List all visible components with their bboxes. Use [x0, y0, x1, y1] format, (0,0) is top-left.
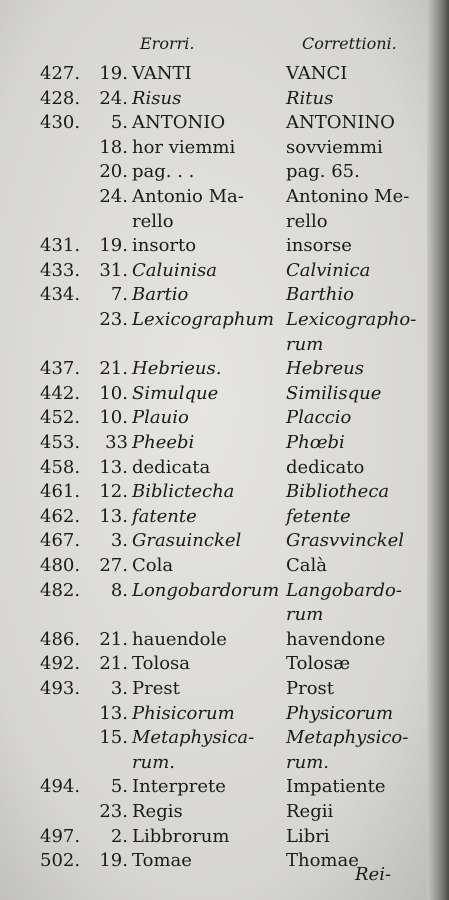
correction-text: rello: [286, 210, 328, 232]
line-number: 20.: [99, 161, 128, 183]
page-number: 442.: [40, 382, 81, 404]
correction-text: Lexicographo-: [286, 309, 417, 330]
errata-row: [0, 382, 430, 406]
page-number: 437.: [40, 358, 81, 380]
correction-text: ANTONINO: [286, 112, 395, 134]
error-text: rello: [132, 210, 174, 232]
correction-text: Prost: [286, 678, 335, 699]
errata-row: [0, 185, 430, 209]
line-number: 13.: [99, 505, 128, 527]
errata-row: [0, 751, 430, 775]
correction-text: insorse: [286, 235, 352, 257]
error-text: Antonio Ma-: [132, 186, 244, 207]
correction-text: sovviemmi: [286, 136, 383, 158]
page-number: 433.: [40, 259, 81, 281]
correction-text: Barthio: [286, 284, 354, 306]
errata-row: [0, 210, 430, 234]
error-text: Caluinisa: [132, 259, 217, 281]
correction-text: Regii: [286, 801, 334, 822]
page-number: 492.: [40, 653, 81, 675]
correction-text: Grasvvinckel: [286, 530, 405, 552]
error-text: Plauio: [132, 407, 189, 429]
errata-row: [0, 234, 430, 258]
errata-row: [0, 529, 430, 553]
error-text: Cola: [132, 555, 174, 576]
error-text: pag. . .: [132, 161, 195, 183]
correction-text: Hebreus: [286, 358, 364, 380]
line-number: 10.: [99, 407, 128, 429]
line-number: 19.: [99, 63, 128, 84]
page-number: 430.: [40, 112, 81, 134]
correction-text: Tolosæ: [286, 653, 351, 675]
line-number: 19.: [99, 235, 128, 257]
error-text: fatente: [132, 505, 197, 527]
errata-row: [0, 431, 430, 455]
line-number: 23.: [99, 801, 128, 822]
catchword: Rei-: [355, 864, 392, 885]
errors-column-heading: Erorri.: [140, 34, 195, 53]
correction-text: rum: [286, 604, 324, 626]
error-text: Biblictecha: [132, 481, 235, 503]
page-number: 486.: [40, 628, 81, 650]
page-number: 482.: [40, 579, 81, 601]
page-number: 497.: [40, 825, 81, 847]
correction-text: rum.: [286, 751, 329, 773]
errata-row: [0, 160, 430, 184]
errata-row: [0, 652, 430, 676]
errata-row: [0, 825, 430, 849]
error-text: Risus: [132, 87, 182, 109]
errata-row: [0, 603, 430, 627]
line-number: 23.: [99, 309, 128, 330]
line-number: 21.: [99, 628, 128, 650]
line-number: 12.: [99, 481, 128, 503]
page-number: 462.: [40, 505, 81, 527]
page-number: 427.: [40, 63, 81, 84]
line-number: 8.: [110, 579, 128, 601]
correction-text: Thomae: [286, 850, 359, 872]
correction-text: pag. 65.: [286, 161, 360, 183]
error-text: Lexicographum: [132, 309, 275, 330]
correction-text: fetente: [286, 505, 351, 527]
page-number: 431.: [40, 235, 81, 257]
error-text: rum.: [132, 751, 175, 773]
line-number: 13.: [99, 456, 128, 478]
line-number: 33: [105, 432, 128, 453]
errata-row: [0, 87, 430, 111]
line-number: 18.: [99, 136, 128, 158]
errata-row: [0, 259, 430, 283]
page-number: 461.: [40, 481, 81, 503]
page-number: 493.: [40, 678, 81, 699]
line-number: 24.: [99, 87, 128, 109]
errata-row: [0, 333, 430, 357]
error-text: Tolosa: [132, 653, 191, 675]
line-number: 21.: [99, 358, 128, 380]
errata-row: [0, 62, 430, 86]
errata-row: [0, 357, 430, 381]
errata-header: [0, 34, 449, 60]
page-number: 502.: [40, 850, 81, 872]
line-number: 5.: [110, 776, 128, 798]
error-text: Metaphysica-: [132, 727, 255, 749]
error-text: Prest: [132, 678, 180, 699]
page-number: 434.: [40, 284, 81, 306]
correction-text: Metaphysico-: [286, 727, 409, 749]
line-number: 10.: [99, 382, 128, 404]
correction-text: Placcio: [286, 407, 352, 429]
correction-text: VANCI: [286, 63, 348, 84]
correction-text: Antonino Me-: [286, 186, 410, 207]
errata-row: [0, 283, 430, 307]
page-number: 467.: [40, 530, 81, 552]
correction-text: dedicato: [286, 456, 365, 478]
correction-text: Ritus: [286, 87, 334, 109]
page-number: 494.: [40, 776, 81, 798]
error-text: Pheebi: [132, 432, 195, 453]
error-text: hor viemmi: [132, 136, 236, 158]
correction-text: Calà: [286, 555, 327, 576]
errata-row: [0, 456, 430, 480]
errata-row: [0, 111, 430, 135]
correction-text: Phœbi: [286, 432, 345, 453]
correction-text: Similisque: [286, 382, 382, 404]
line-number: 7.: [110, 284, 128, 306]
error-text: Bartio: [132, 284, 189, 306]
correction-text: Libri: [286, 825, 330, 847]
error-text: Libbrorum: [132, 825, 230, 847]
error-text: dedicata: [132, 456, 211, 478]
line-number: 3.: [110, 678, 128, 699]
corrections-column-heading: Correttioni.: [302, 34, 397, 53]
error-text: Grasuinckel: [132, 530, 242, 552]
error-text: Hebrieus.: [132, 358, 222, 380]
correction-text: Impatiente: [286, 776, 386, 798]
correction-text: rum: [286, 333, 324, 355]
error-text: Tomae: [132, 850, 192, 872]
line-number: 3.: [110, 530, 128, 552]
line-number: 2.: [110, 825, 128, 847]
page-number: 452.: [40, 407, 81, 429]
line-number: 13.: [99, 702, 128, 724]
line-number: 21.: [99, 653, 128, 675]
errata-row: [0, 308, 430, 332]
errata-row: [0, 579, 430, 603]
page-number: 480.: [40, 555, 81, 576]
error-text: VANTI: [132, 63, 192, 84]
errata-row: [0, 554, 430, 578]
errata-row: [0, 800, 430, 824]
page-number: 458.: [40, 456, 81, 478]
line-number: 15.: [99, 727, 128, 749]
line-number: 31.: [99, 259, 128, 281]
correction-text: havendone: [286, 628, 386, 650]
errata-row: [0, 702, 430, 726]
error-text: Simulque: [132, 382, 219, 404]
page-number: 428.: [40, 87, 81, 109]
correction-text: Calvinica: [286, 259, 371, 281]
errata-row: [0, 136, 430, 160]
correction-text: Bibliotheca: [286, 481, 390, 503]
error-text: Phisicorum: [132, 702, 235, 724]
page-gutter-shadow: [427, 0, 449, 900]
error-text: Regis: [132, 801, 183, 822]
page-number: 453.: [40, 432, 81, 453]
error-text: Longobardorum: [132, 579, 280, 601]
errata-row: [0, 406, 430, 430]
line-number: 27.: [99, 555, 128, 576]
errata-row: [0, 628, 430, 652]
errata-row: [0, 505, 430, 529]
error-text: insorto: [132, 235, 197, 257]
error-text: Interprete: [132, 776, 226, 798]
errata-row: [0, 677, 430, 701]
line-number: 24.: [99, 186, 128, 207]
errata-row: [0, 480, 430, 504]
line-number: 19.: [99, 850, 128, 872]
error-text: hauendole: [132, 628, 227, 650]
correction-text: Physicorum: [286, 702, 394, 724]
errata-row: [0, 775, 430, 799]
line-number: 5.: [110, 112, 128, 134]
error-text: ANTONIO: [132, 112, 226, 134]
errata-row: [0, 726, 430, 750]
correction-text: Langobardo-: [286, 579, 402, 601]
